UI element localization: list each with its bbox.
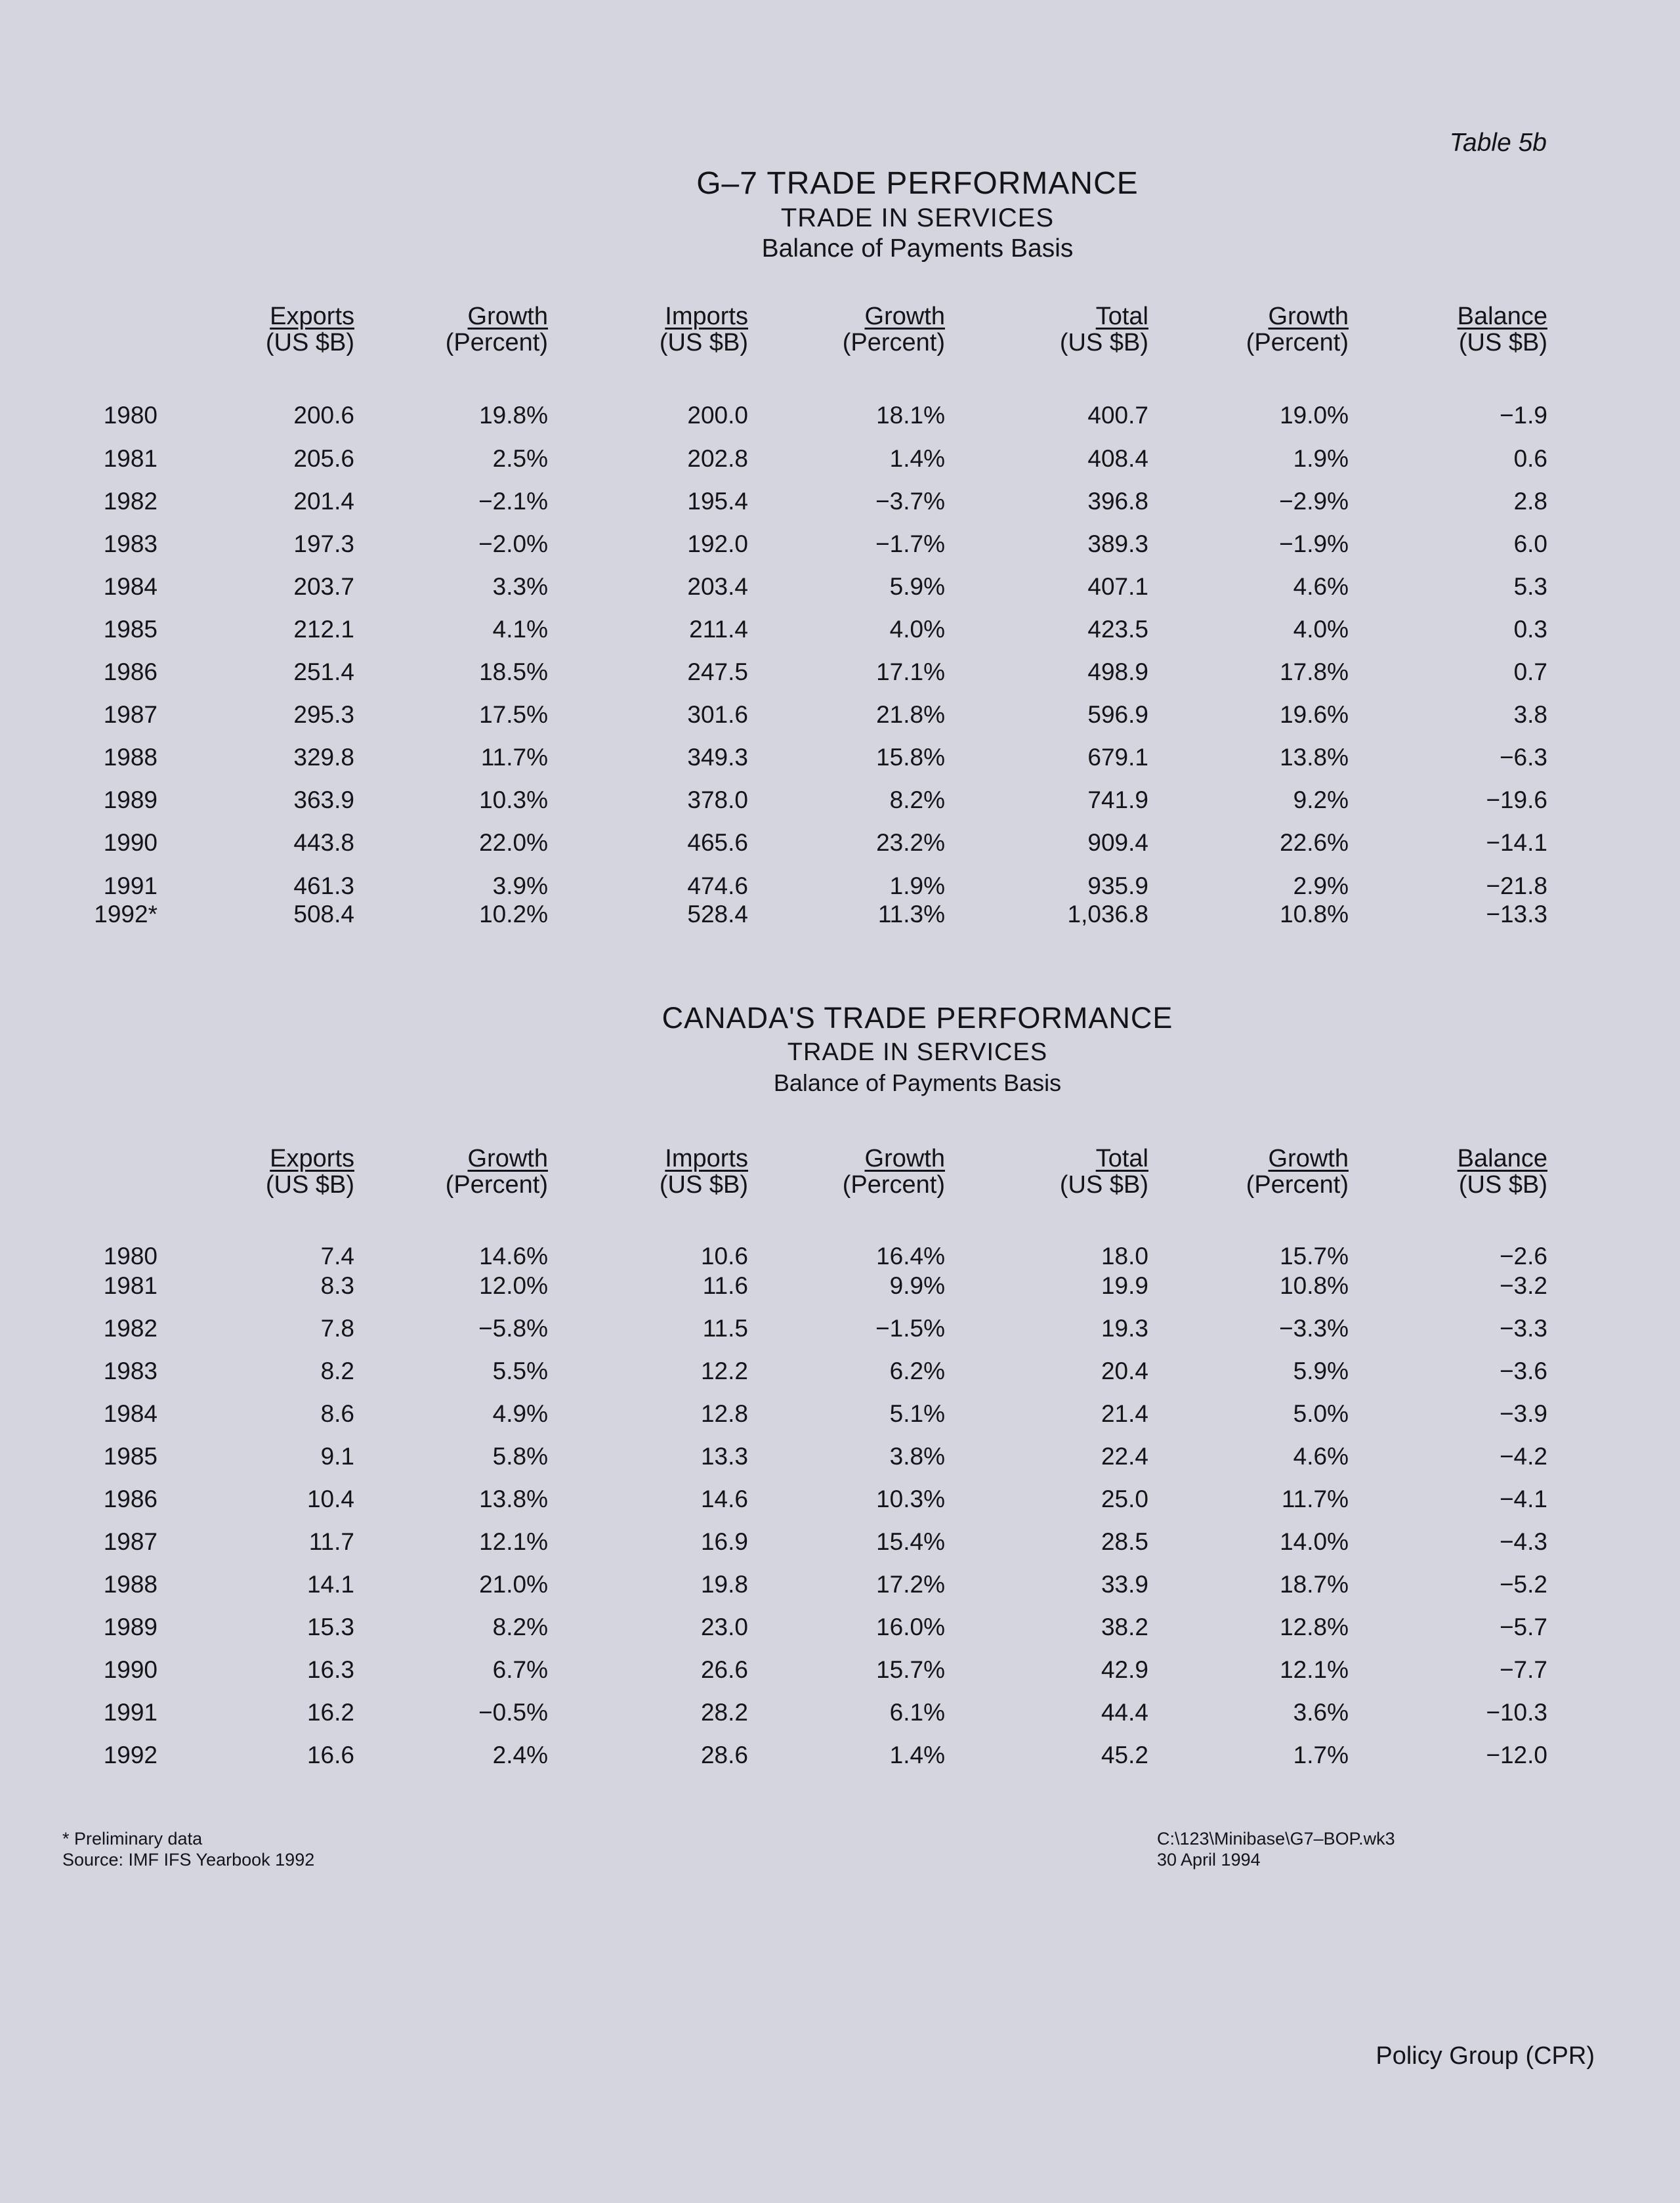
header-unit: (US $B) xyxy=(659,1171,748,1199)
cell-growth-imports: 10.3% xyxy=(876,1486,945,1512)
cell-growth-exports: 5.8% xyxy=(492,1443,548,1470)
cell-balance: −4.1 xyxy=(1499,1486,1547,1512)
cell-growth-imports: −1.5% xyxy=(875,1315,945,1342)
cell-year: 1989 xyxy=(103,786,158,813)
header-label: Exports xyxy=(270,1145,354,1172)
cell-growth-total: 9.2% xyxy=(1293,786,1349,813)
cell-imports: 195.4 xyxy=(687,488,748,515)
header-unit: (US $B) xyxy=(265,329,354,356)
cell-total: 407.1 xyxy=(1087,573,1148,600)
cell-growth-total: 22.6% xyxy=(1280,829,1349,856)
cell-growth-imports: 15.7% xyxy=(876,1656,945,1683)
cell-balance: −4.2 xyxy=(1499,1443,1547,1470)
cell-growth-total: −1.9% xyxy=(1279,530,1349,557)
cell-total: 1,036.8 xyxy=(1067,901,1148,928)
cell-year: 1986 xyxy=(103,1486,158,1512)
cell-exports: 16.3 xyxy=(306,1656,354,1683)
cell-growth-imports: 5.9% xyxy=(889,573,945,600)
cell-growth-exports: 17.5% xyxy=(479,701,548,728)
cell-total: 498.9 xyxy=(1087,658,1148,685)
cell-growth-exports: −2.0% xyxy=(478,530,548,557)
cell-year: 1988 xyxy=(103,1571,158,1598)
header-label: Imports xyxy=(665,1145,748,1172)
cell-balance: −13.3 xyxy=(1486,901,1547,928)
cell-year: 1992* xyxy=(94,901,158,928)
cell-total: 33.9 xyxy=(1101,1571,1148,1598)
cell-growth-total: 5.9% xyxy=(1293,1358,1349,1384)
cell-total: 18.0 xyxy=(1101,1243,1148,1270)
cell-exports: 9.1 xyxy=(320,1443,354,1470)
header-balance xyxy=(1418,1145,1547,1198)
cell-year: 1981 xyxy=(103,445,158,472)
cell-growth-exports: 10.2% xyxy=(479,901,548,928)
cell-imports: 16.9 xyxy=(700,1528,748,1555)
header-label: Growth xyxy=(467,1145,548,1172)
cell-growth-total: 14.0% xyxy=(1280,1528,1349,1555)
cell-growth-total: 4.6% xyxy=(1293,573,1349,600)
cell-year: 1992 xyxy=(103,1742,158,1768)
cell-exports: 201.4 xyxy=(293,488,354,515)
file-date: 30 April 1994 xyxy=(1157,1850,1261,1870)
table-row xyxy=(0,573,1680,606)
table-row xyxy=(0,1742,1680,1774)
cell-growth-imports: 15.8% xyxy=(876,744,945,771)
cell-growth-exports: 12.1% xyxy=(479,1528,548,1555)
cell-total: 741.9 xyxy=(1087,786,1148,813)
table-row xyxy=(0,1400,1680,1433)
cell-imports: 12.2 xyxy=(700,1358,748,1384)
cell-growth-imports: 9.9% xyxy=(889,1272,945,1299)
cell-growth-exports: 2.4% xyxy=(492,1742,548,1768)
cell-growth-total: 19.6% xyxy=(1280,701,1349,728)
cell-balance: −12.0 xyxy=(1486,1742,1547,1768)
cell-imports: 23.0 xyxy=(700,1614,748,1640)
cell-balance: 3.8 xyxy=(1513,701,1547,728)
cell-balance: −5.2 xyxy=(1499,1571,1547,1598)
header-growth-total xyxy=(1208,303,1349,356)
cell-growth-total: 15.7% xyxy=(1280,1243,1349,1270)
cell-growth-exports: 10.3% xyxy=(479,786,548,813)
table-row xyxy=(0,1614,1680,1646)
cell-balance: 0.6 xyxy=(1513,445,1547,472)
cell-year: 1987 xyxy=(103,701,158,728)
cell-growth-imports: 18.1% xyxy=(876,402,945,429)
cell-total: 45.2 xyxy=(1101,1742,1148,1768)
cell-exports: 203.7 xyxy=(293,573,354,600)
table-row xyxy=(0,1358,1680,1390)
cell-year: 1989 xyxy=(103,1614,158,1640)
cell-growth-exports: 12.0% xyxy=(479,1272,548,1299)
table-row xyxy=(0,829,1680,862)
header-growth-imports xyxy=(807,303,945,356)
cell-imports: 14.6 xyxy=(700,1486,748,1512)
cell-year: 1984 xyxy=(103,573,158,600)
cell-exports: 10.4 xyxy=(306,1486,354,1512)
header-label: Growth xyxy=(1268,1145,1349,1172)
header-label: Growth xyxy=(864,303,945,330)
cell-year: 1985 xyxy=(103,1443,158,1470)
cell-exports: 16.6 xyxy=(306,1742,354,1768)
table-row xyxy=(0,530,1680,563)
header-label: Total xyxy=(1095,303,1148,330)
cell-total: 596.9 xyxy=(1087,701,1148,728)
cell-growth-exports: 21.0% xyxy=(479,1571,548,1598)
cell-exports: 461.3 xyxy=(293,872,354,899)
cell-growth-total: −3.3% xyxy=(1279,1315,1349,1342)
cell-imports: 11.6 xyxy=(702,1272,748,1299)
cell-exports: 329.8 xyxy=(293,744,354,771)
cell-balance: −3.6 xyxy=(1499,1358,1547,1384)
header-unit: (Percent) xyxy=(445,1171,548,1199)
cell-balance: −14.1 xyxy=(1486,829,1547,856)
cell-balance: −10.3 xyxy=(1486,1699,1547,1726)
cell-total: 909.4 xyxy=(1087,829,1148,856)
header-label: Exports xyxy=(270,303,354,330)
cell-growth-total: 11.7% xyxy=(1281,1486,1349,1512)
cell-imports: 301.6 xyxy=(687,701,748,728)
cell-year: 1980 xyxy=(103,1243,158,1270)
cell-total: 679.1 xyxy=(1087,744,1148,771)
table-row xyxy=(0,744,1680,777)
cell-balance: −3.2 xyxy=(1499,1272,1547,1299)
cell-exports: 7.4 xyxy=(320,1243,354,1270)
cell-growth-imports: 23.2% xyxy=(876,829,945,856)
cell-balance: −6.3 xyxy=(1499,744,1547,771)
cell-year: 1983 xyxy=(103,1358,158,1384)
cell-growth-exports: 5.5% xyxy=(492,1358,548,1384)
cell-total: 38.2 xyxy=(1101,1614,1148,1640)
cell-imports: 200.0 xyxy=(687,402,748,429)
cell-balance: −19.6 xyxy=(1486,786,1547,813)
canada-basis: Balance of Payments Basis xyxy=(773,1069,1062,1096)
cell-exports: 363.9 xyxy=(293,786,354,813)
cell-balance: −3.3 xyxy=(1499,1315,1547,1342)
cell-growth-imports: 4.0% xyxy=(889,616,945,643)
cell-year: 1991 xyxy=(103,1699,158,1726)
cell-imports: 12.8 xyxy=(700,1400,748,1427)
cell-year: 1983 xyxy=(103,530,158,557)
cell-year: 1982 xyxy=(103,488,158,515)
cell-balance: 0.3 xyxy=(1513,616,1547,643)
cell-balance: 5.3 xyxy=(1513,573,1547,600)
cell-total: 20.4 xyxy=(1101,1358,1148,1384)
header-label: Imports xyxy=(665,303,748,330)
cell-total: 42.9 xyxy=(1101,1656,1148,1683)
cell-total: 19.9 xyxy=(1101,1272,1148,1299)
cell-balance: −3.9 xyxy=(1499,1400,1547,1427)
cell-exports: 16.2 xyxy=(306,1699,354,1726)
cell-imports: 28.2 xyxy=(700,1699,748,1726)
header-unit: (Percent) xyxy=(445,329,548,356)
cell-year: 1982 xyxy=(103,1315,158,1342)
header-label: Balance xyxy=(1457,303,1547,330)
cell-growth-total: 3.6% xyxy=(1293,1699,1349,1726)
cell-exports: 8.6 xyxy=(320,1400,354,1427)
header-unit: (US $B) xyxy=(265,1171,354,1199)
cell-growth-imports: 15.4% xyxy=(876,1528,945,1555)
cell-growth-exports: 2.5% xyxy=(492,445,548,472)
file-path: C:\123\Minibase\G7–BOP.wk3 xyxy=(1157,1829,1395,1849)
cell-exports: 14.1 xyxy=(306,1571,354,1598)
cell-growth-total: 4.0% xyxy=(1293,616,1349,643)
cell-balance: −4.3 xyxy=(1499,1528,1547,1555)
footer-file-info xyxy=(1157,1828,1395,1870)
table-row xyxy=(0,1699,1680,1732)
cell-growth-exports: 6.7% xyxy=(492,1656,548,1683)
header-growth-exports xyxy=(413,1145,548,1198)
table-row xyxy=(0,1656,1680,1689)
cell-growth-exports: −2.1% xyxy=(478,488,548,515)
cell-growth-imports: 6.2% xyxy=(889,1358,945,1384)
header-label: Balance xyxy=(1457,1145,1547,1172)
cell-total: 19.3 xyxy=(1101,1315,1148,1342)
cell-total: 44.4 xyxy=(1101,1699,1148,1726)
cell-total: 21.4 xyxy=(1101,1400,1148,1427)
header-total xyxy=(1024,1145,1148,1198)
cell-exports: 295.3 xyxy=(293,701,354,728)
cell-growth-total: 10.8% xyxy=(1280,901,1349,928)
cell-growth-exports: 22.0% xyxy=(479,829,548,856)
cell-growth-total: 13.8% xyxy=(1280,744,1349,771)
canada-table-header xyxy=(0,1145,1680,1211)
cell-imports: 11.5 xyxy=(702,1315,748,1342)
cell-total: 389.3 xyxy=(1087,530,1148,557)
cell-growth-imports: 21.8% xyxy=(876,701,945,728)
source-note: Source: IMF IFS Yearbook 1992 xyxy=(62,1850,315,1870)
cell-exports: 200.6 xyxy=(293,402,354,429)
cell-exports: 251.4 xyxy=(293,658,354,685)
table-row xyxy=(0,1571,1680,1604)
cell-balance: −2.6 xyxy=(1499,1243,1547,1270)
cell-growth-imports: −1.7% xyxy=(875,530,945,557)
footer-notes xyxy=(62,1828,314,1870)
g7-basis: Balance of Payments Basis xyxy=(761,234,1074,263)
cell-imports: 474.6 xyxy=(687,872,748,899)
cell-year: 1981 xyxy=(103,1272,158,1299)
cell-growth-imports: 11.3% xyxy=(877,901,945,928)
cell-growth-exports: 3.9% xyxy=(492,872,548,899)
cell-exports: 7.8 xyxy=(320,1315,354,1342)
canada-title: CANADA'S TRADE PERFORMANCE xyxy=(662,1001,1173,1035)
cell-growth-exports: −0.5% xyxy=(478,1699,548,1726)
header-exports xyxy=(230,1145,354,1198)
table-row xyxy=(0,402,1680,435)
cell-imports: 28.6 xyxy=(700,1742,748,1768)
cell-growth-exports: 4.1% xyxy=(492,616,548,643)
cell-exports: 508.4 xyxy=(293,901,354,928)
cell-growth-exports: 11.7% xyxy=(480,744,548,771)
cell-growth-imports: 17.1% xyxy=(876,658,945,685)
cell-imports: 202.8 xyxy=(687,445,748,472)
table-row xyxy=(0,616,1680,649)
cell-growth-exports: 19.8% xyxy=(479,402,548,429)
cell-imports: 26.6 xyxy=(700,1656,748,1683)
cell-growth-total: 12.1% xyxy=(1280,1656,1349,1683)
cell-growth-imports: 17.2% xyxy=(876,1571,945,1598)
cell-growth-imports: 5.1% xyxy=(889,1400,945,1427)
cell-year: 1991 xyxy=(103,872,158,899)
cell-imports: 211.4 xyxy=(689,616,748,643)
header-unit: (Percent) xyxy=(1246,329,1349,356)
cell-year: 1980 xyxy=(103,402,158,429)
cell-balance: 0.7 xyxy=(1513,658,1547,685)
table-row xyxy=(0,701,1680,734)
cell-imports: 349.3 xyxy=(687,744,748,771)
cell-year: 1986 xyxy=(103,658,158,685)
table-row xyxy=(0,1486,1680,1518)
cell-total: 408.4 xyxy=(1087,445,1148,472)
cell-growth-total: 4.6% xyxy=(1293,1443,1349,1470)
cell-total: 935.9 xyxy=(1087,872,1148,899)
header-unit: (US $B) xyxy=(1059,329,1148,356)
header-unit: (Percent) xyxy=(842,329,945,356)
cell-growth-exports: −5.8% xyxy=(478,1315,548,1342)
header-unit: (Percent) xyxy=(1246,1171,1349,1199)
cell-balance: −7.7 xyxy=(1499,1656,1547,1683)
table-row xyxy=(0,901,1680,933)
cell-imports: 203.4 xyxy=(687,573,748,600)
cell-year: 1988 xyxy=(103,744,158,771)
header-unit: (US $B) xyxy=(1458,329,1547,356)
cell-growth-imports: 16.4% xyxy=(876,1243,945,1270)
cell-imports: 13.3 xyxy=(700,1443,748,1470)
header-exports xyxy=(230,303,354,356)
cell-year: 1987 xyxy=(103,1528,158,1555)
cell-growth-imports: 3.8% xyxy=(889,1443,945,1470)
cell-balance: 6.0 xyxy=(1513,530,1547,557)
cell-exports: 8.3 xyxy=(320,1272,354,1299)
cell-growth-total: 17.8% xyxy=(1280,658,1349,685)
header-label: Total xyxy=(1095,1145,1148,1172)
header-total xyxy=(1024,303,1148,356)
table-row xyxy=(0,445,1680,478)
cell-growth-total: 10.8% xyxy=(1280,1272,1349,1299)
header-unit: (Percent) xyxy=(842,1171,945,1199)
header-unit: (US $B) xyxy=(1458,1171,1547,1199)
cell-balance: −1.9 xyxy=(1499,402,1547,429)
cell-exports: 443.8 xyxy=(293,829,354,856)
header-imports xyxy=(623,1145,748,1198)
cell-exports: 197.3 xyxy=(293,530,354,557)
preliminary-note: * Preliminary data xyxy=(62,1829,203,1849)
cell-imports: 528.4 xyxy=(687,901,748,928)
canada-title-block xyxy=(97,1000,1680,1098)
table-row xyxy=(0,786,1680,819)
cell-total: 423.5 xyxy=(1087,616,1148,643)
cell-growth-exports: 13.8% xyxy=(479,1486,548,1512)
cell-total: 396.8 xyxy=(1087,488,1148,515)
cell-imports: 378.0 xyxy=(687,786,748,813)
table-row xyxy=(0,1443,1680,1476)
header-unit: (US $B) xyxy=(659,329,748,356)
header-unit: (US $B) xyxy=(1059,1171,1148,1199)
cell-imports: 10.6 xyxy=(700,1243,748,1270)
table-label: Table 5b xyxy=(1449,129,1547,157)
cell-exports: 11.7 xyxy=(308,1528,354,1555)
table-row xyxy=(0,658,1680,691)
cell-growth-imports: 1.4% xyxy=(889,445,945,472)
cell-growth-total: 1.7% xyxy=(1293,1742,1349,1768)
cell-imports: 19.8 xyxy=(700,1571,748,1598)
g7-table-header xyxy=(0,303,1680,369)
cell-growth-exports: 8.2% xyxy=(492,1614,548,1640)
cell-total: 22.4 xyxy=(1101,1443,1148,1470)
cell-year: 1990 xyxy=(103,829,158,856)
cell-growth-exports: 3.3% xyxy=(492,573,548,600)
cell-growth-imports: 1.9% xyxy=(889,872,945,899)
cell-exports: 8.2 xyxy=(320,1358,354,1384)
g7-title-block xyxy=(97,165,1680,264)
cell-growth-total: 18.7% xyxy=(1280,1571,1349,1598)
cell-exports: 205.6 xyxy=(293,445,354,472)
cell-balance: 2.8 xyxy=(1513,488,1547,515)
cell-year: 1985 xyxy=(103,616,158,643)
cell-growth-total: −2.9% xyxy=(1279,488,1349,515)
cell-growth-imports: 8.2% xyxy=(889,786,945,813)
cell-exports: 15.3 xyxy=(306,1614,354,1640)
cell-total: 28.5 xyxy=(1101,1528,1148,1555)
table-row xyxy=(0,1243,1680,1275)
cell-growth-imports: −3.7% xyxy=(875,488,945,515)
cell-growth-total: 5.0% xyxy=(1293,1400,1349,1427)
cell-imports: 465.6 xyxy=(687,829,748,856)
table-row xyxy=(0,1315,1680,1348)
cell-growth-total: 1.9% xyxy=(1293,445,1349,472)
cell-growth-exports: 4.9% xyxy=(492,1400,548,1427)
table-row xyxy=(0,1528,1680,1561)
g7-subtitle: TRADE IN SERVICES xyxy=(780,203,1055,232)
header-label: Growth xyxy=(467,303,548,330)
cell-growth-imports: 1.4% xyxy=(889,1742,945,1768)
cell-growth-total: 2.9% xyxy=(1293,872,1349,899)
header-label: Growth xyxy=(864,1145,945,1172)
cell-year: 1984 xyxy=(103,1400,158,1427)
header-imports xyxy=(623,303,748,356)
cell-growth-total: 12.8% xyxy=(1280,1614,1349,1640)
header-growth-total xyxy=(1208,1145,1349,1198)
canada-subtitle: TRADE IN SERVICES xyxy=(787,1038,1048,1066)
cell-growth-exports: 18.5% xyxy=(479,658,548,685)
cell-growth-exports: 14.6% xyxy=(479,1243,548,1270)
cell-imports: 192.0 xyxy=(687,530,748,557)
cell-growth-imports: 6.1% xyxy=(889,1699,945,1726)
cell-imports: 247.5 xyxy=(687,658,748,685)
header-balance xyxy=(1418,303,1547,356)
header-growth-exports xyxy=(413,303,548,356)
header-label: Growth xyxy=(1268,303,1349,330)
cell-total: 25.0 xyxy=(1101,1486,1148,1512)
cell-total: 400.7 xyxy=(1087,402,1148,429)
cell-exports: 212.1 xyxy=(293,616,354,643)
cell-year: 1990 xyxy=(103,1656,158,1683)
cell-balance: −21.8 xyxy=(1486,872,1547,899)
cell-growth-total: 19.0% xyxy=(1280,402,1349,429)
g7-title: G–7 TRADE PERFORMANCE xyxy=(696,166,1139,201)
table-row xyxy=(0,1272,1680,1305)
header-growth-imports xyxy=(807,1145,945,1198)
policy-group-label: Policy Group (CPR) xyxy=(1376,2042,1595,2070)
cell-growth-imports: 16.0% xyxy=(876,1614,945,1640)
table-row xyxy=(0,488,1680,521)
cell-balance: −5.7 xyxy=(1499,1614,1547,1640)
